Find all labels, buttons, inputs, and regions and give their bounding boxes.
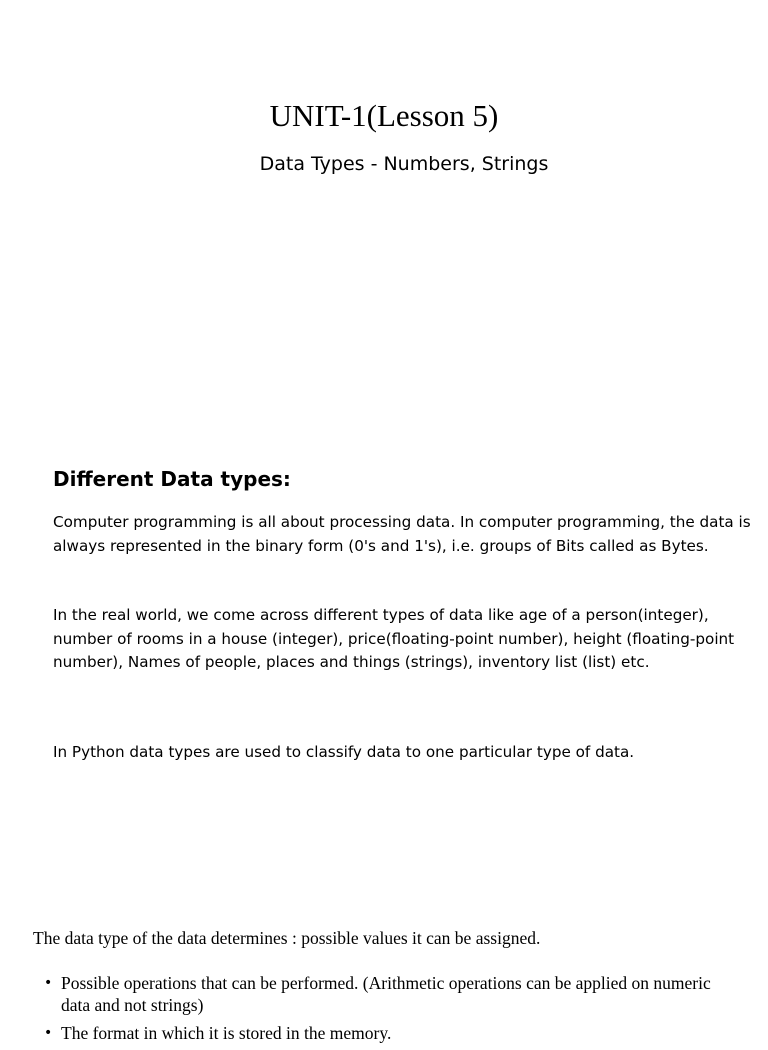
paragraph-binary-data: Computer programming is all about processing data. In computer programming, the data is always represented in the binary form (0's and 1's), i.e. groups of Bits called as Bytes. bbox=[53, 513, 751, 555]
bullet-icon: • bbox=[44, 975, 53, 991]
paragraph-python-data-types: In Python data types are used to classify data to one particular type of data. bbox=[53, 743, 635, 761]
section-heading: Different Data types: bbox=[53, 467, 291, 491]
lesson-subtitle: Data Types - Numbers, Strings bbox=[259, 153, 549, 175]
bullet-icon: • bbox=[44, 1025, 53, 1041]
data-type-bullet-list bbox=[44, 972, 744, 1050]
bullet-text: Possible operations that can be performed. (Arithmetic operations can be applied on numeric data and not strings) bbox=[61, 973, 711, 1015]
list-item bbox=[44, 1022, 744, 1044]
paragraph-real-world-data: In the real world, we come across different types of data like age of a person(integer), number of rooms in a house (integer), price(floating-point number), height (floating-point number), Names of people, places and things (strings), inventory list (list) etc. bbox=[53, 606, 735, 671]
data-type-lead-text: The data type of the data determines : possible values it can be assigned. bbox=[33, 928, 541, 948]
list-item bbox=[44, 972, 744, 1016]
lesson-title: UNIT-1(Lesson 5) bbox=[269, 98, 499, 133]
bullet-text: The format in which it is stored in the memory. bbox=[61, 1023, 392, 1043]
